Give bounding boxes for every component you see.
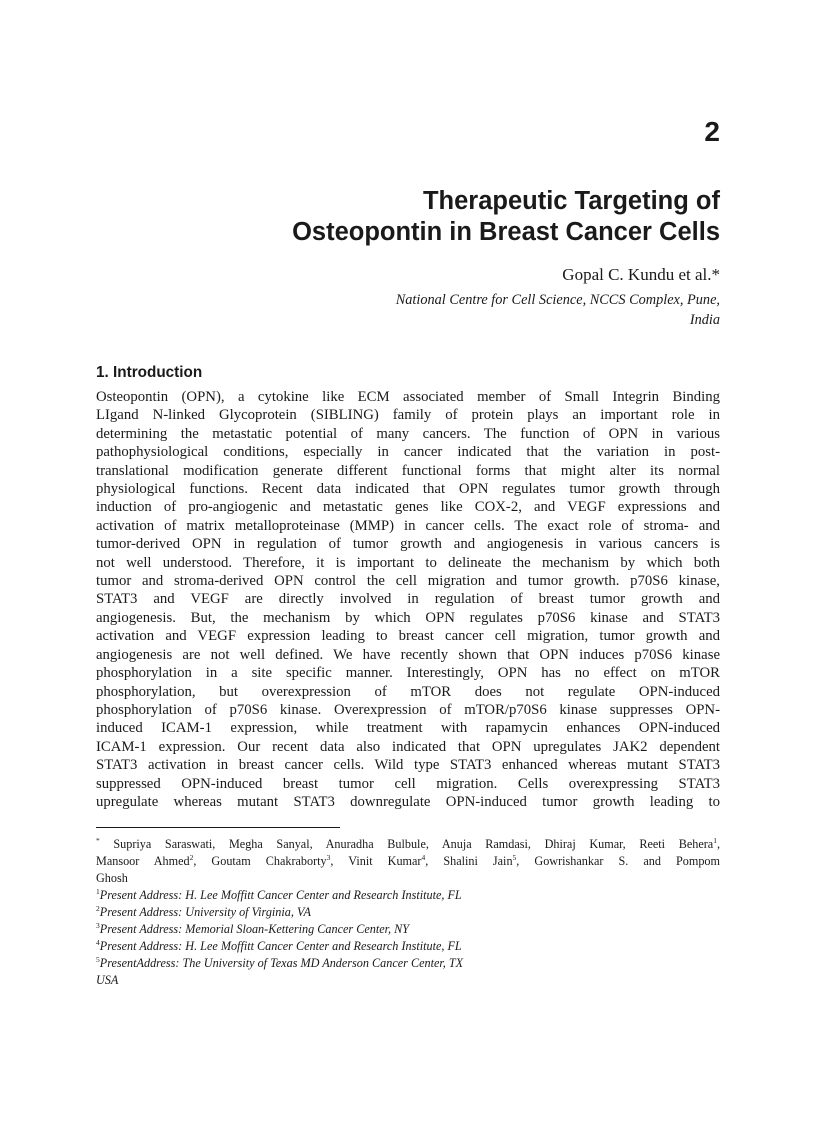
footnote-sup: 4 [421, 852, 426, 862]
footnote-sup: 1 [96, 886, 100, 896]
section-heading: 1. Introduction [96, 364, 203, 381]
address-footnote [96, 955, 720, 972]
paragraph-line: ICAM-1 expression. Our recent data also indicated that OPN upregulates JAK2 dependent [96, 738, 720, 755]
chapter-title-line: Osteopontin in Breast Cancer Cells [292, 218, 720, 246]
address-text: Present Address: Memorial Sloan-Kettering Cancer Center, NY [99, 922, 410, 936]
paragraph-line: phosphorylation, but overexpression of mTOR does not regulate OPN-induced [96, 683, 720, 700]
paragraph-line: induced ICAM-1 expression, while treatment with rapamycin enhances OPN-induced [96, 720, 720, 737]
paragraph-line: induction of pro-angiogenic and metastatic genes like COX-2, and VEGF expressions and [96, 499, 720, 516]
introduction-paragraph [96, 388, 720, 811]
paragraph-line: activation of matrix metalloproteinase (MMP) in cancer cells. The exact role of stroma- and [96, 517, 720, 534]
chapter-number: 2 [704, 116, 720, 147]
address-text: PresentAddress: The University of Texas MD Anderson Cancer Center, TX [99, 956, 464, 970]
footnote-text: Supriya Saraswati, Megha Sanyal, Anuradha Bulbule, Anuja Ramdasi, Dhiraj Kumar, Reeti Behera [113, 837, 714, 851]
footnote-sup: 3 [326, 852, 331, 862]
footnote-divider [96, 827, 340, 828]
address-footnote [96, 938, 720, 955]
paragraph-line: STAT3 and VEGF are directly involved in regulation of breast tumor growth and [96, 591, 720, 608]
address-text: USA [96, 973, 119, 987]
footnote-text: , Shalini Jain [425, 854, 513, 868]
footnote-text: , [716, 837, 720, 851]
footnote-sup: 3 [96, 920, 100, 930]
paragraph-line: upregulate whereas mutant STAT3 downregulate OPN-induced tumor growth leading to [96, 793, 720, 810]
paragraph-line: translational modification generate different functional forms that might alter its normal [96, 462, 720, 479]
footnote-sup: 4 [96, 937, 100, 947]
address-text: Present Address: H. Lee Moffitt Cancer Center and Research Institute, FL [99, 939, 462, 953]
paragraph-line: determining the metastatic potential of many cancers. The function of OPN in various [96, 425, 720, 442]
footnote-sup: 1 [713, 835, 717, 845]
address-text: Present Address: University of Virginia, VA [99, 905, 311, 919]
affiliation-line: National Centre for Cell Science, NCCS Complex, Pune, [395, 292, 720, 308]
footnote-text: Mansoor Ahmed [96, 854, 190, 868]
footnote-text: , Gowrishankar S. and Pompom [516, 854, 720, 868]
paragraph-line: suppressed OPN-induced breast tumor cell migration. Cells overexpressing STAT3 [96, 775, 720, 792]
footnote-sup: 5 [96, 954, 100, 964]
footnote-marker: * [96, 835, 100, 845]
coauthor-footnote [96, 836, 720, 887]
address-footnote [96, 921, 720, 938]
paragraph-line: angiogenesis. But, the mechanism by which OPN regulates p70S6 kinase and STAT3 [96, 609, 720, 626]
address-text: Present Address: H. Lee Moffitt Cancer Center and Research Institute, FL [99, 888, 462, 902]
paragraph-line: tumor-derived OPN in regulation of tumor growth and angiogenesis in various cancers is [96, 536, 720, 553]
paragraph-line: angiogenesis are not well defined. We have recently shown that OPN induces p70S6 kinase [96, 646, 720, 663]
paragraph-line: Osteopontin (OPN), a cytokine like ECM associated member of Small Integrin Binding [96, 389, 720, 405]
paragraph-line: tumor and stroma-derived OPN control the cell migration and tumor growth. p70S6 kinase, [96, 573, 720, 590]
paragraph-line: activation and VEGF expression leading to breast cancer cell migration, tumor growth and [96, 628, 720, 645]
chapter-title-line: Therapeutic Targeting of [422, 187, 720, 215]
paragraph-line: physiological functions. Recent data indicated that OPN regulates tumor growth through [96, 481, 720, 498]
paragraph-line: phosphorylation in a site specific manner. Interestingly, OPN has no effect on mTOR [96, 665, 720, 682]
footnote-line: Ghosh [96, 871, 128, 885]
footnote-sup: 2 [189, 852, 194, 862]
footnote-text: , Vinit Kumar [330, 854, 422, 868]
affiliation [300, 290, 720, 330]
affiliation-line: India [689, 312, 720, 328]
footnotes [96, 836, 720, 989]
address-footnote [96, 904, 720, 921]
paragraph-line: STAT3 activation in breast cancer cells. Wild type STAT3 enhanced whereas mutant STAT3 [96, 757, 720, 774]
address-footnote [96, 887, 720, 904]
paragraph-line: pathophysiological conditions, especially in cancer indicated that the variation in post- [96, 444, 720, 461]
paragraph-line: not well understood. Therefore, it is important to delineate the mechanism by which both [96, 554, 720, 571]
footnote-sup: 2 [96, 903, 100, 913]
paragraph-line: phosphorylation of p70S6 kinase. Overexpression of mTOR/p70S6 kinase suppresses OPN- [96, 701, 720, 718]
chapter-title [120, 186, 720, 248]
footnote-text: , Goutam Chakraborty [193, 854, 327, 868]
footnote-line [96, 853, 720, 870]
author-line: Gopal C. Kundu et al.* [562, 265, 720, 284]
footnote-line [96, 836, 720, 853]
paragraph-line: LIgand N-linked Glycoprotein (SIBLING) family of protein plays an important role in [96, 407, 720, 424]
footnote-sup: 5 [512, 852, 517, 862]
address-footnote [96, 972, 720, 989]
